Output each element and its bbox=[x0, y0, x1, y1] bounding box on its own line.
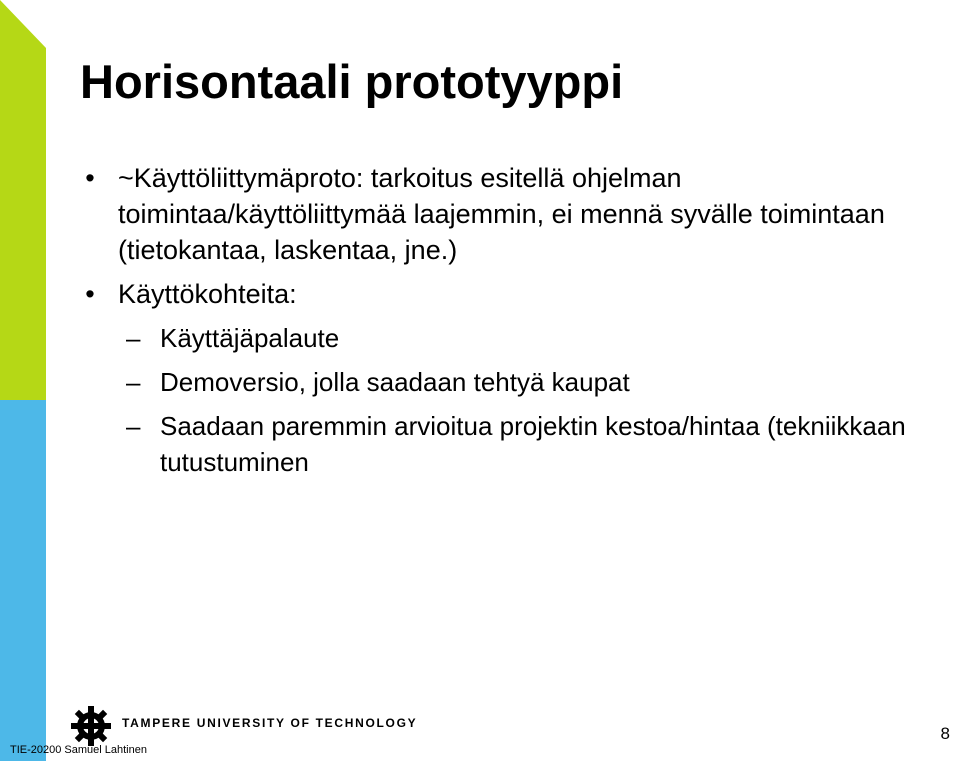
sub-bullet-text: Demoversio, jolla saadaan tehtyä kaupat bbox=[160, 367, 630, 397]
sub-bullet-marker: – bbox=[126, 411, 141, 441]
bullet-item bbox=[80, 276, 940, 480]
sub-bullet-text: Saadaan paremmin arvioitua projektin kestoa/hintaa (tekniikkaan tutustuminen bbox=[160, 411, 906, 477]
bullet-marker: • bbox=[85, 163, 95, 193]
slide-title: Horisontaali prototyyppi bbox=[80, 55, 624, 108]
bullet-text: Käyttökohteita: bbox=[118, 279, 297, 309]
university-name: TAMPERE UNIVERSITY OF TECHNOLOGY bbox=[122, 716, 418, 730]
decorative-stripe-green bbox=[0, 0, 46, 400]
bullet-text: ~Käyttöliittymäproto: tarkoitus esitellä ohjelman toimintaa/käyttöliittymää laajemmin, ei mennä syvälle toimintaan (tietokantaa, laskentaa, jne.) bbox=[118, 163, 885, 265]
page-number: 8 bbox=[940, 724, 950, 743]
decorative-stripe-blue bbox=[0, 400, 46, 761]
sub-bullet-item bbox=[80, 364, 940, 400]
bullet-item bbox=[80, 160, 940, 268]
slide-content bbox=[80, 160, 940, 480]
sub-bullet-marker: – bbox=[126, 323, 141, 353]
sub-bullet-item bbox=[80, 320, 940, 356]
sub-bullet-list bbox=[80, 320, 940, 480]
sub-bullet-marker: – bbox=[126, 367, 141, 397]
bullet-marker: • bbox=[85, 279, 95, 309]
gear-logo-icon bbox=[70, 705, 112, 747]
sub-bullet-item bbox=[80, 408, 940, 480]
course-label: TIE-20200 Samuel Lahtinen bbox=[10, 744, 147, 756]
sub-bullet-text: Käyttäjäpalaute bbox=[160, 323, 340, 353]
